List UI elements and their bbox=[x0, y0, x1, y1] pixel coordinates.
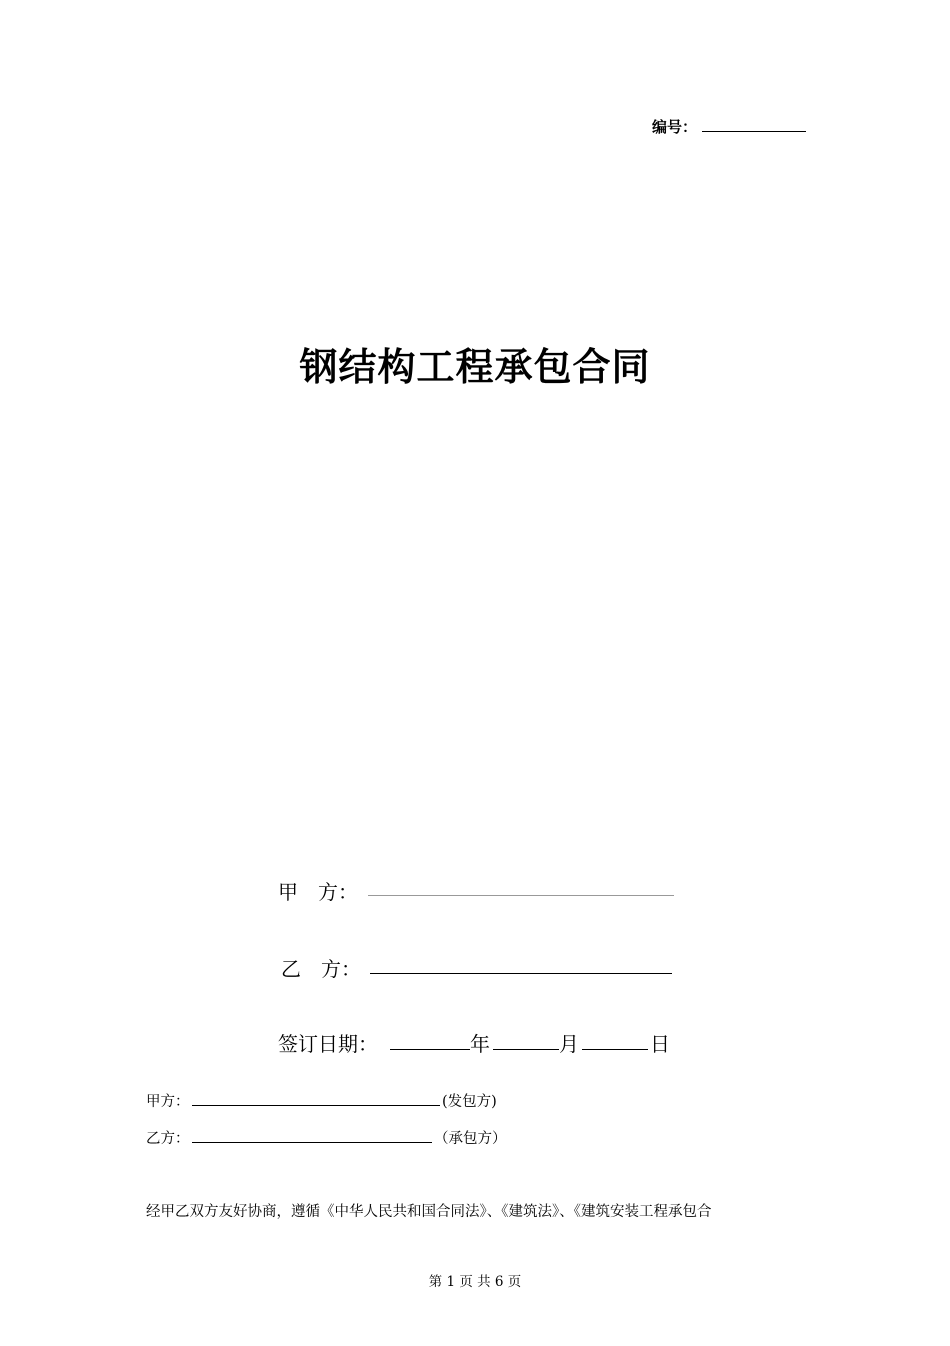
sign-month-field[interactable] bbox=[493, 1049, 559, 1050]
sign-date-label: 签订日期： bbox=[278, 1032, 378, 1056]
month-label: 月 bbox=[559, 1032, 579, 1056]
party-a-label: 甲方： bbox=[146, 1094, 190, 1110]
cover-party-a-label: 甲 方： bbox=[278, 880, 358, 904]
document-title: 钢结构工程承包合同 bbox=[299, 345, 651, 389]
party-b-label: 乙方： bbox=[146, 1131, 190, 1147]
party-b-role: （承包方） bbox=[434, 1131, 507, 1147]
cover-party-b-label: 乙 方： bbox=[281, 957, 361, 981]
serial-number-field[interactable] bbox=[702, 131, 806, 132]
page-footer: 第 1 页 共 6 页 bbox=[428, 1274, 522, 1290]
serial-number-label: 编号： bbox=[652, 118, 698, 136]
sign-day-field[interactable] bbox=[582, 1049, 648, 1050]
year-label: 年 bbox=[470, 1032, 490, 1056]
sign-year-field[interactable] bbox=[390, 1049, 470, 1050]
day-label: 日 bbox=[650, 1032, 670, 1056]
cover-party-a-field[interactable] bbox=[368, 895, 674, 896]
party-a-role: (发包方) bbox=[442, 1094, 497, 1110]
cover-party-b-field[interactable] bbox=[370, 973, 672, 974]
party-b-field[interactable] bbox=[192, 1142, 432, 1143]
intro-paragraph: 经甲乙双方友好协商，遵循《中华人民共和国合同法》、《建筑法》、《建筑安装工程承包合 bbox=[146, 1204, 712, 1220]
party-a-field[interactable] bbox=[192, 1105, 440, 1106]
